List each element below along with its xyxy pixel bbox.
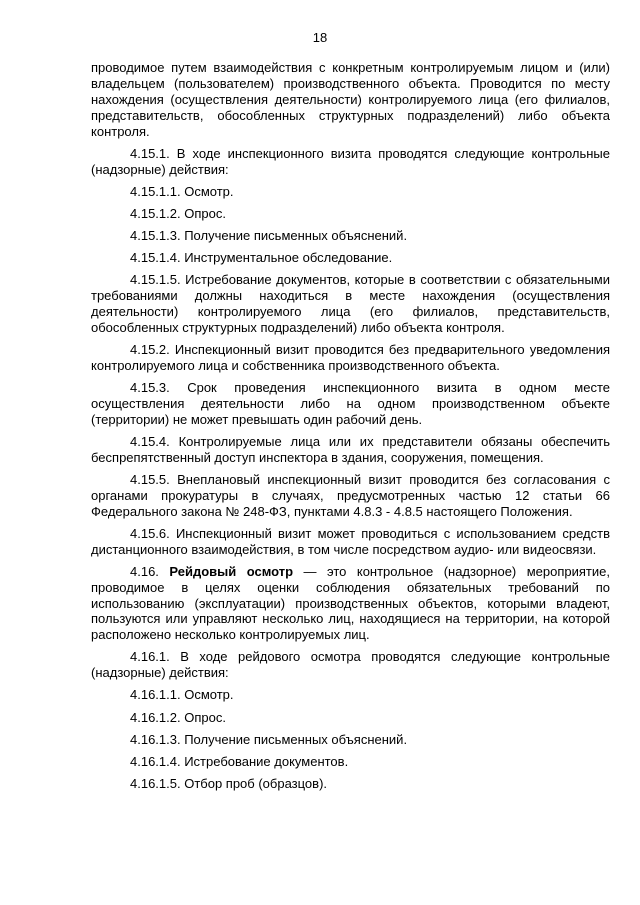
- list-item-4-16-1-3: 4.16.1.3. Получение письменных объяснений.: [130, 731, 408, 747]
- list-item-4-15-1-3: 4.15.1.3. Получение письменных объяснений.: [130, 227, 408, 243]
- paragraph-4-15-3: 4.15.3. Срок проведения инспекционного визита в одном месте осуществления деятельности либо на одном производственном объекте (территории) не может превышать один рабочий день.: [91, 379, 610, 427]
- list-item-4-16-1-2: 4.16.1.2. Опрос.: [130, 709, 226, 725]
- defined-term: Рейдовый осмотр: [169, 563, 294, 579]
- paragraph-continuation: проводимое путем взаимодействия с конкретным контролируемым лицом и (или) владельцем (пользователем) производственного объекта. Проводится по месту нахождения (осуществления деятельности) контролируемого лица (его филиалов, представительств, обособленных структурных подразделений) либо объекта контроля.: [91, 60, 610, 139]
- list-item-4-15-1-4: 4.15.1.4. Инструментальное обследование.: [130, 250, 393, 265]
- list-item-4-15-1-2: 4.15.1.2. Опрос.: [130, 205, 226, 221]
- list-item-4-16-1-4: 4.16.1.4. Истребование документов.: [130, 753, 349, 769]
- paragraph-4-16: [91, 564, 610, 644]
- paragraph-4-15-4: 4.15.4. Контролируемые лица или их представители обязаны обеспечить беспрепятственный доступ инспектора в здания, сооружения, помещения.: [91, 433, 610, 465]
- list-item-4-15-1-1: 4.15.1.1. Осмотр.: [130, 183, 234, 199]
- list-item-4-15-1-5: 4.15.1.5. Истребование документов, которые в соответствии с обязательными требованиями должны находиться в месте нахождения (осуществления деятельности) контролируемого лица (его филиалов, представительств, обособленных структурных подразделений) либо объекта контроля.: [91, 272, 610, 335]
- document-body: [91, 60, 610, 798]
- paragraph-4-15-1: 4.15.1. В ходе инспекционного визита проводятся следующие контрольные (надзорные) действия:: [91, 145, 610, 177]
- page-number: 18: [312, 30, 328, 45]
- list-item-4-16-1-1: 4.16.1.1. Осмотр.: [130, 687, 234, 703]
- paragraph-4-15-2: 4.15.2. Инспекционный визит проводится без предварительного уведомления контролируемого лица и собственника производственного объекта.: [91, 341, 610, 373]
- definition-text: — это контрольное (надзорное) мероприятие, проводимое в целях оценки соблюдения обязательных требований по использованию (эксплуатации) производственных объектов, которыми владеют, пользуются или управляют несколько лиц, находящиеся на территории, на которой расположено несколько контролируемых лиц.: [91, 563, 610, 643]
- paragraph-4-15-5: 4.15.5. Внеплановый инспекционный визит проводится без согласования с органами прокуратуры в случаях, предусмотренных частью 12 статьи 66 Федерального закона № 248-ФЗ, пунктами 4.8.3 - 4.8.5 настоящего Положения.: [91, 471, 610, 519]
- paragraph-4-16-1: 4.16.1. В ходе рейдового осмотра проводятся следующие контрольные (надзорные) действия:: [91, 649, 610, 681]
- paragraph-4-15-6: 4.15.6. Инспекционный визит может проводиться с использованием средств дистанционного взаимодействия, в том числе посредством аудио- или видеосвязи.: [91, 525, 610, 557]
- list-item-4-16-1-5: 4.16.1.5. Отбор проб (образцов).: [130, 775, 328, 791]
- paragraph-number: 4.16.: [130, 563, 159, 579]
